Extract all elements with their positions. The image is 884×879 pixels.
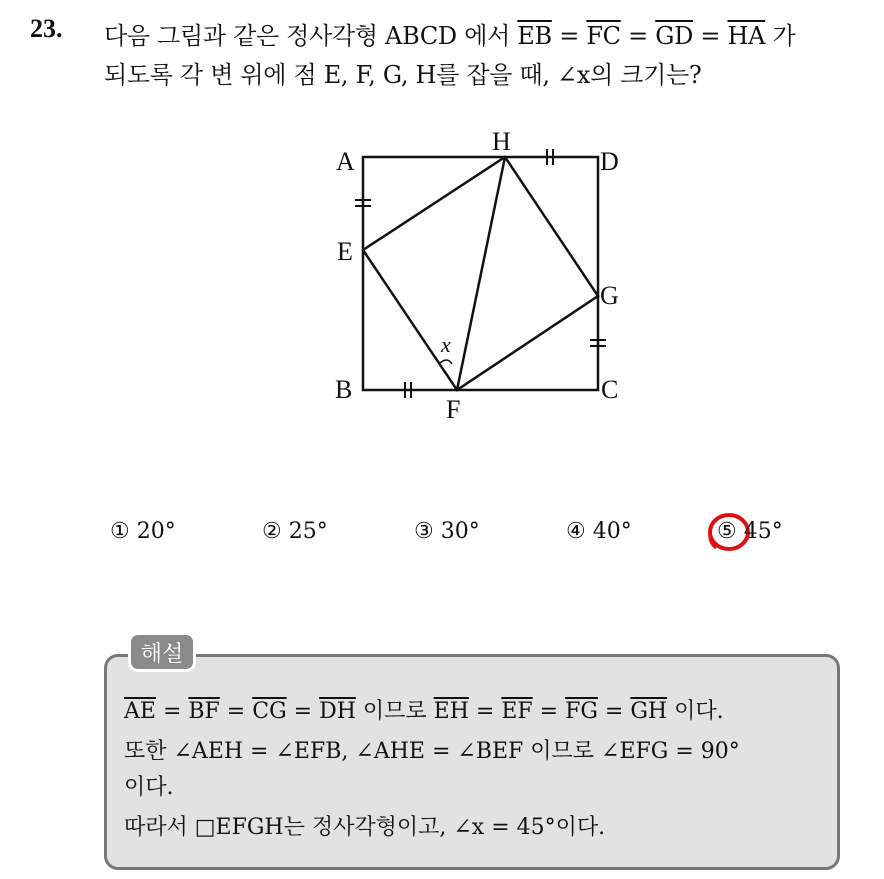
- choice-5[interactable]: [717, 519, 783, 544]
- label-g: G: [600, 281, 619, 310]
- segment-gh: $\overline{GH}$: [630, 699, 668, 724]
- equals-sign: =: [597, 699, 631, 724]
- choice-5-value: 45°: [743, 519, 783, 544]
- equals-sign: =: [620, 22, 656, 50]
- segment-cg: $\overline{CG}$: [252, 699, 287, 724]
- solution-line-1: [124, 694, 724, 725]
- segment-eh: $\overline{EH}$: [433, 699, 469, 724]
- segment-ae: $\overline{AE}$: [124, 699, 156, 724]
- solution-tab: 해설: [128, 632, 196, 672]
- equals-sign: =: [693, 22, 728, 50]
- angle-x-arc: [439, 360, 452, 364]
- segment-hf: [457, 157, 505, 390]
- question-text-a: 다음 그림과 같은 정사각형 ABCD 에서: [104, 22, 518, 50]
- solution-line-4: 따라서 □EFGH는 정사각형이고, ∠x = 45°이다.: [124, 815, 606, 840]
- question-number: 23.: [30, 14, 63, 43]
- choice-1[interactable]: [110, 519, 176, 544]
- choice-4-mark: ④: [566, 519, 586, 544]
- question-line-2: 되도록 각 변 위에 점 E, F, G, H를 잡을 때, ∠x의 크기는?: [104, 61, 702, 89]
- equals-sign: =: [155, 699, 189, 724]
- choice-2[interactable]: [262, 519, 328, 544]
- choice-3[interactable]: [414, 519, 480, 544]
- equals-sign: =: [219, 699, 253, 724]
- choice-4[interactable]: [566, 519, 632, 544]
- choice-2-mark: ②: [262, 519, 282, 544]
- choice-3-value: 30°: [440, 519, 480, 544]
- question-text-b: 가: [765, 22, 796, 50]
- label-d: D: [600, 147, 619, 176]
- solution-line-3: 이다.: [124, 775, 174, 800]
- segment-eb: $\overline{EB}$: [517, 22, 552, 50]
- segment-gd: $\overline{GD}$: [655, 22, 694, 50]
- choice-2-value: 25°: [288, 519, 328, 544]
- label-f: F: [446, 395, 461, 424]
- solution-end: 이다.: [667, 699, 724, 724]
- equals-sign: =: [286, 699, 320, 724]
- segment-ef: $\overline{EF}$: [501, 699, 533, 724]
- solution-connector: 이므로: [355, 699, 434, 724]
- answer-choices: [0, 519, 884, 553]
- equals-sign: =: [532, 699, 566, 724]
- label-b: B: [335, 375, 353, 404]
- segment-ha: $\overline{HA}$: [727, 22, 766, 50]
- choice-1-value: 20°: [136, 519, 176, 544]
- segment-bf: $\overline{BF}$: [188, 699, 220, 724]
- equals-sign: =: [468, 699, 502, 724]
- choice-3-mark: ③: [414, 519, 434, 544]
- segment-fg: $\overline{FG}$: [565, 699, 598, 724]
- segment-fc: $\overline{FC}$: [586, 22, 621, 50]
- segment-dh: $\overline{DH}$: [319, 699, 356, 724]
- label-a: A: [336, 147, 355, 176]
- label-c: C: [601, 375, 619, 404]
- choice-1-mark: ①: [110, 519, 130, 544]
- choice-4-value: 40°: [592, 519, 632, 544]
- equals-sign: =: [551, 22, 587, 50]
- label-h: H: [492, 127, 511, 156]
- label-e: E: [337, 237, 353, 266]
- angle-x-label: x: [441, 332, 451, 357]
- solution-line-2: 또한 ∠AEH = ∠EFB, ∠AHE = ∠BEF 이므로 ∠EFG = 90°: [124, 739, 740, 764]
- choice-5-mark: ⑤: [717, 519, 737, 544]
